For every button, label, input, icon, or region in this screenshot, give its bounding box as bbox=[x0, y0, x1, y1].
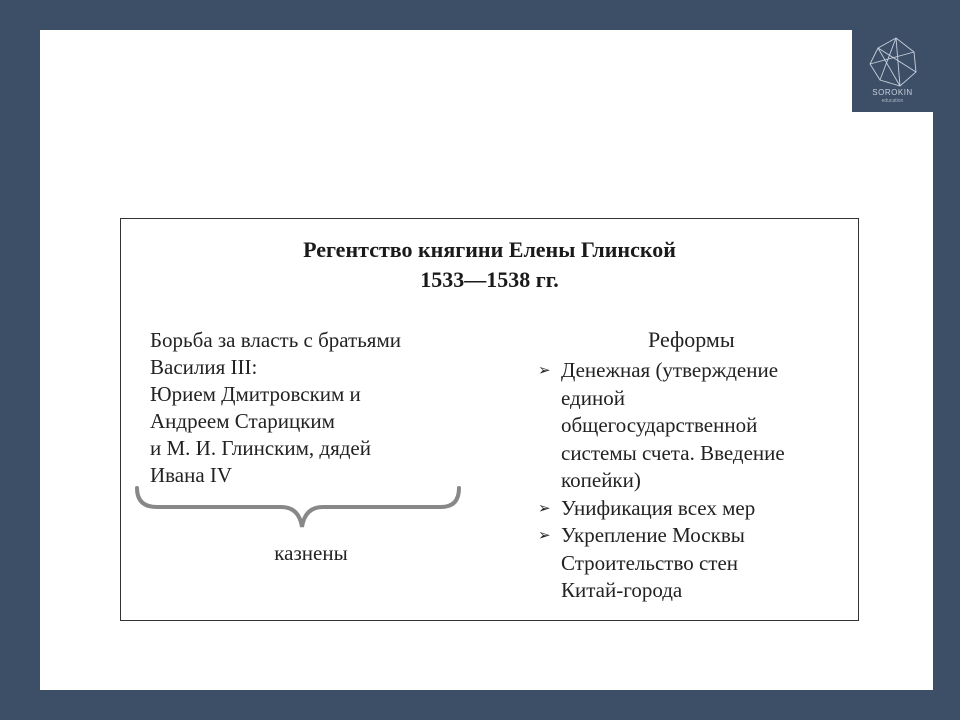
sorokin-logo bbox=[852, 30, 933, 112]
regency-table bbox=[120, 218, 859, 621]
reform-line: Унификация всех мер bbox=[561, 495, 756, 520]
reform-line: общегосударственной bbox=[561, 413, 758, 437]
reform-line: Укрепление Москвы bbox=[561, 523, 745, 547]
logo-name: SOROKIN bbox=[872, 88, 913, 97]
reform-item-monetary bbox=[536, 357, 856, 495]
table-title bbox=[121, 235, 858, 295]
curly-brace-icon bbox=[131, 485, 461, 535]
reform-item-moscow bbox=[536, 522, 856, 605]
reforms-heading: Реформы bbox=[648, 327, 735, 352]
reform-line: Китай-города bbox=[561, 578, 683, 602]
reforms-list bbox=[536, 357, 856, 605]
title-line-name: Регентство княгини Елены Глинской bbox=[303, 237, 676, 262]
left-line: Ивана IV bbox=[150, 463, 233, 487]
reform-line: единой bbox=[561, 385, 625, 410]
logo-subtitle: education bbox=[881, 98, 904, 104]
left-line: Борьба за власть с братьями bbox=[150, 328, 401, 352]
arrow-bullet-icon: ➢ bbox=[538, 361, 551, 379]
reform-item-measures bbox=[536, 495, 856, 523]
reform-line: Строительство стен bbox=[561, 550, 739, 575]
arrow-bullet-icon: ➢ bbox=[538, 526, 551, 544]
reform-line: системы счета. Введение bbox=[561, 440, 785, 465]
title-line-dates: 1533—1538 гг. bbox=[420, 267, 559, 292]
left-line: Василия III: bbox=[150, 355, 258, 379]
executed-caption: казнены bbox=[274, 541, 348, 565]
left-line: Юрием Дмитровским и bbox=[150, 382, 361, 406]
left-line: Андреем Старицким bbox=[150, 409, 335, 433]
arrow-bullet-icon: ➢ bbox=[538, 498, 551, 517]
left-line: и М. И. Глинским, дядей bbox=[150, 436, 371, 460]
power-struggle-text bbox=[150, 327, 480, 489]
reform-line: Денежная (утверждение bbox=[561, 358, 779, 382]
reform-line: копейки) bbox=[561, 468, 641, 492]
